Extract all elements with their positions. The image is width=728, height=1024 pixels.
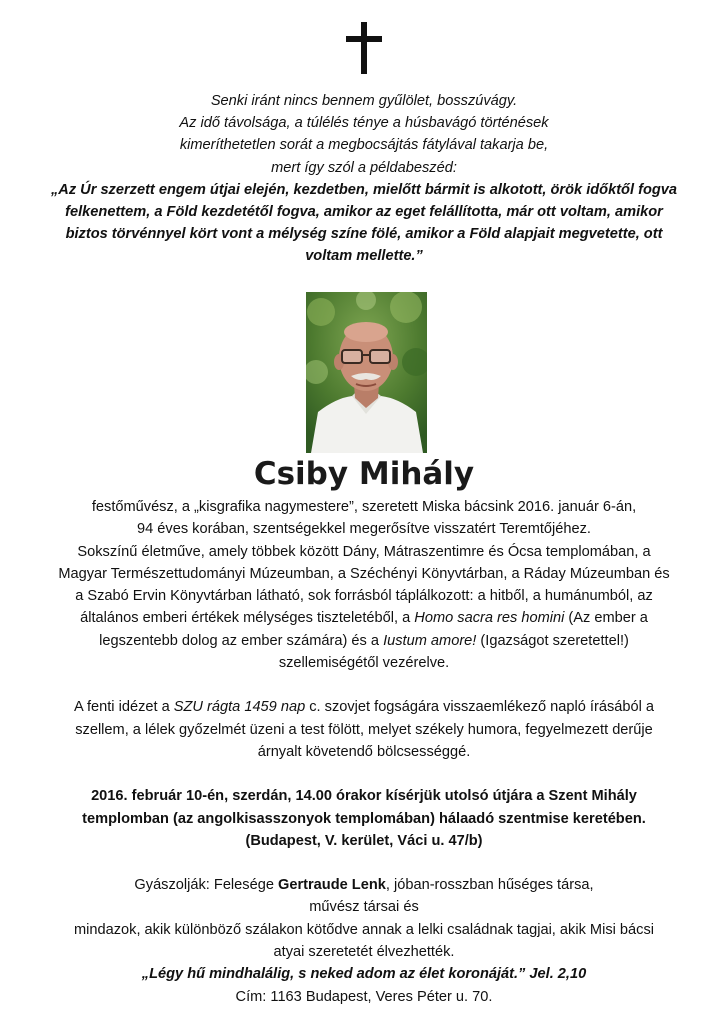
text-line [14,696,714,718]
text-span: A fenti idézet a [73,699,174,716]
text-span: , jóban-rosszban hűséges társa, [385,877,594,894]
text-line: atyai szeretetét élvezhették. [273,944,455,961]
text-line: 94 éves korában, szentségekkel megerősítve visszatért Teremtőjéhez. [137,521,591,538]
quote-line: mert így szól a példabeszéd: [271,159,457,176]
funeral-line: 2016. február 10-én, szerdán, 14.00 órakor kísérjük utolsó útjára a Szent Mihály [91,788,637,805]
text-span: c. szovjet fogságára visszaemlékező napló írásából a [305,699,655,716]
text-line: Sokszínű életműve, amely többek között Dány, Mátraszentimre és Ócsa templomában, a [77,543,651,560]
obituary-body [14,496,714,1008]
text-span: legszentebb dolog az ember számára) és a [99,632,384,649]
latin-motto: Iustum amore! [383,632,477,649]
portrait-photo [306,292,427,453]
text-line: festőművész, a „kisgrafika nagymestere”, szeretett Miska bácsink 2016. január 6-án, [91,499,637,515]
text-span: Gyászolják: Felesége [134,877,278,894]
text-line [14,874,714,896]
text-span: (Az ember a [564,610,648,627]
text-line [14,630,714,652]
text-line: szellem, a lélek győzelmét üzeni a test fölött, melyet székely humora, fegyelmezett derűje [75,721,653,738]
text-line: Magyar Természettudományi Múzeumban, a Széchényi Könyvtárban, a Ráday Múzeumban és [58,565,670,582]
text-line: mindazok, akik különböző szálakon kötődve annak a lelki családnak tagjai, akik Misi bácsi [73,921,654,938]
scripture-quote-line: biztos törvénnyel kört vont a mélység színe fölé, amikor a Föld alapjait megvetette, ott [65,226,663,243]
scripture-quote-line: felkenettem, a Föld kezdetétől fogva, amikor az eget felállította, már ott voltam, amikor [65,204,663,221]
deceased-name: Csiby Mihály [253,456,475,492]
funeral-line: templomban (az angolkisasszonyok templomában) hálaadó szentmise keretében. [82,810,646,827]
book-title: SZU rágta 1459 nap [173,699,306,716]
contact-address: Cím: 1163 Budapest, Veres Péter u. 70. [235,988,493,1005]
text-span: általános emberi értékek mélységes tiszteletéből, a [80,610,415,627]
funeral-address: (Budapest, V. kerület, Váci u. 47/b) [245,832,483,849]
quote-line: Senki iránt nincs bennem gyűlölet, bosszúvágy. [210,93,518,109]
text-span: (Igazságot szeretettel!) [476,632,629,649]
quote-line: kimeríthetetlen sorát a megbocsájtás fátylával takarja be, [179,137,549,154]
opening-quote [10,90,718,268]
text-line: szellemiségétől vezérelve. [278,655,450,672]
cross-icon [342,22,386,74]
scripture-quote-line: „Az Úr szerzett engem útjai elején, kezdetben, mielőtt bármit is alkotott, örök időktől fogva [50,181,678,198]
latin-motto: Homo sacra res homini [414,610,565,627]
text-line: művész társai és [309,899,419,916]
scripture-quote-line: voltam mellette.” [305,248,423,265]
quote-line: Az idő távolsága, a túlélés ténye a húsbavágó történések [179,115,549,132]
text-line [14,607,714,629]
text-line: a Szabó Ervin Könyvtárban látható, sok forrásból táplálkozott: a hitből, a humánumból, az [75,588,653,605]
text-line: árnyalt követendő bölcsességgé. [257,743,471,760]
spouse-name: Gertraude Lenk [278,877,386,894]
closing-quote: „Légy hű mindhalálig, s neked adom az élet koronáját.” Jel. 2,10 [141,966,587,983]
